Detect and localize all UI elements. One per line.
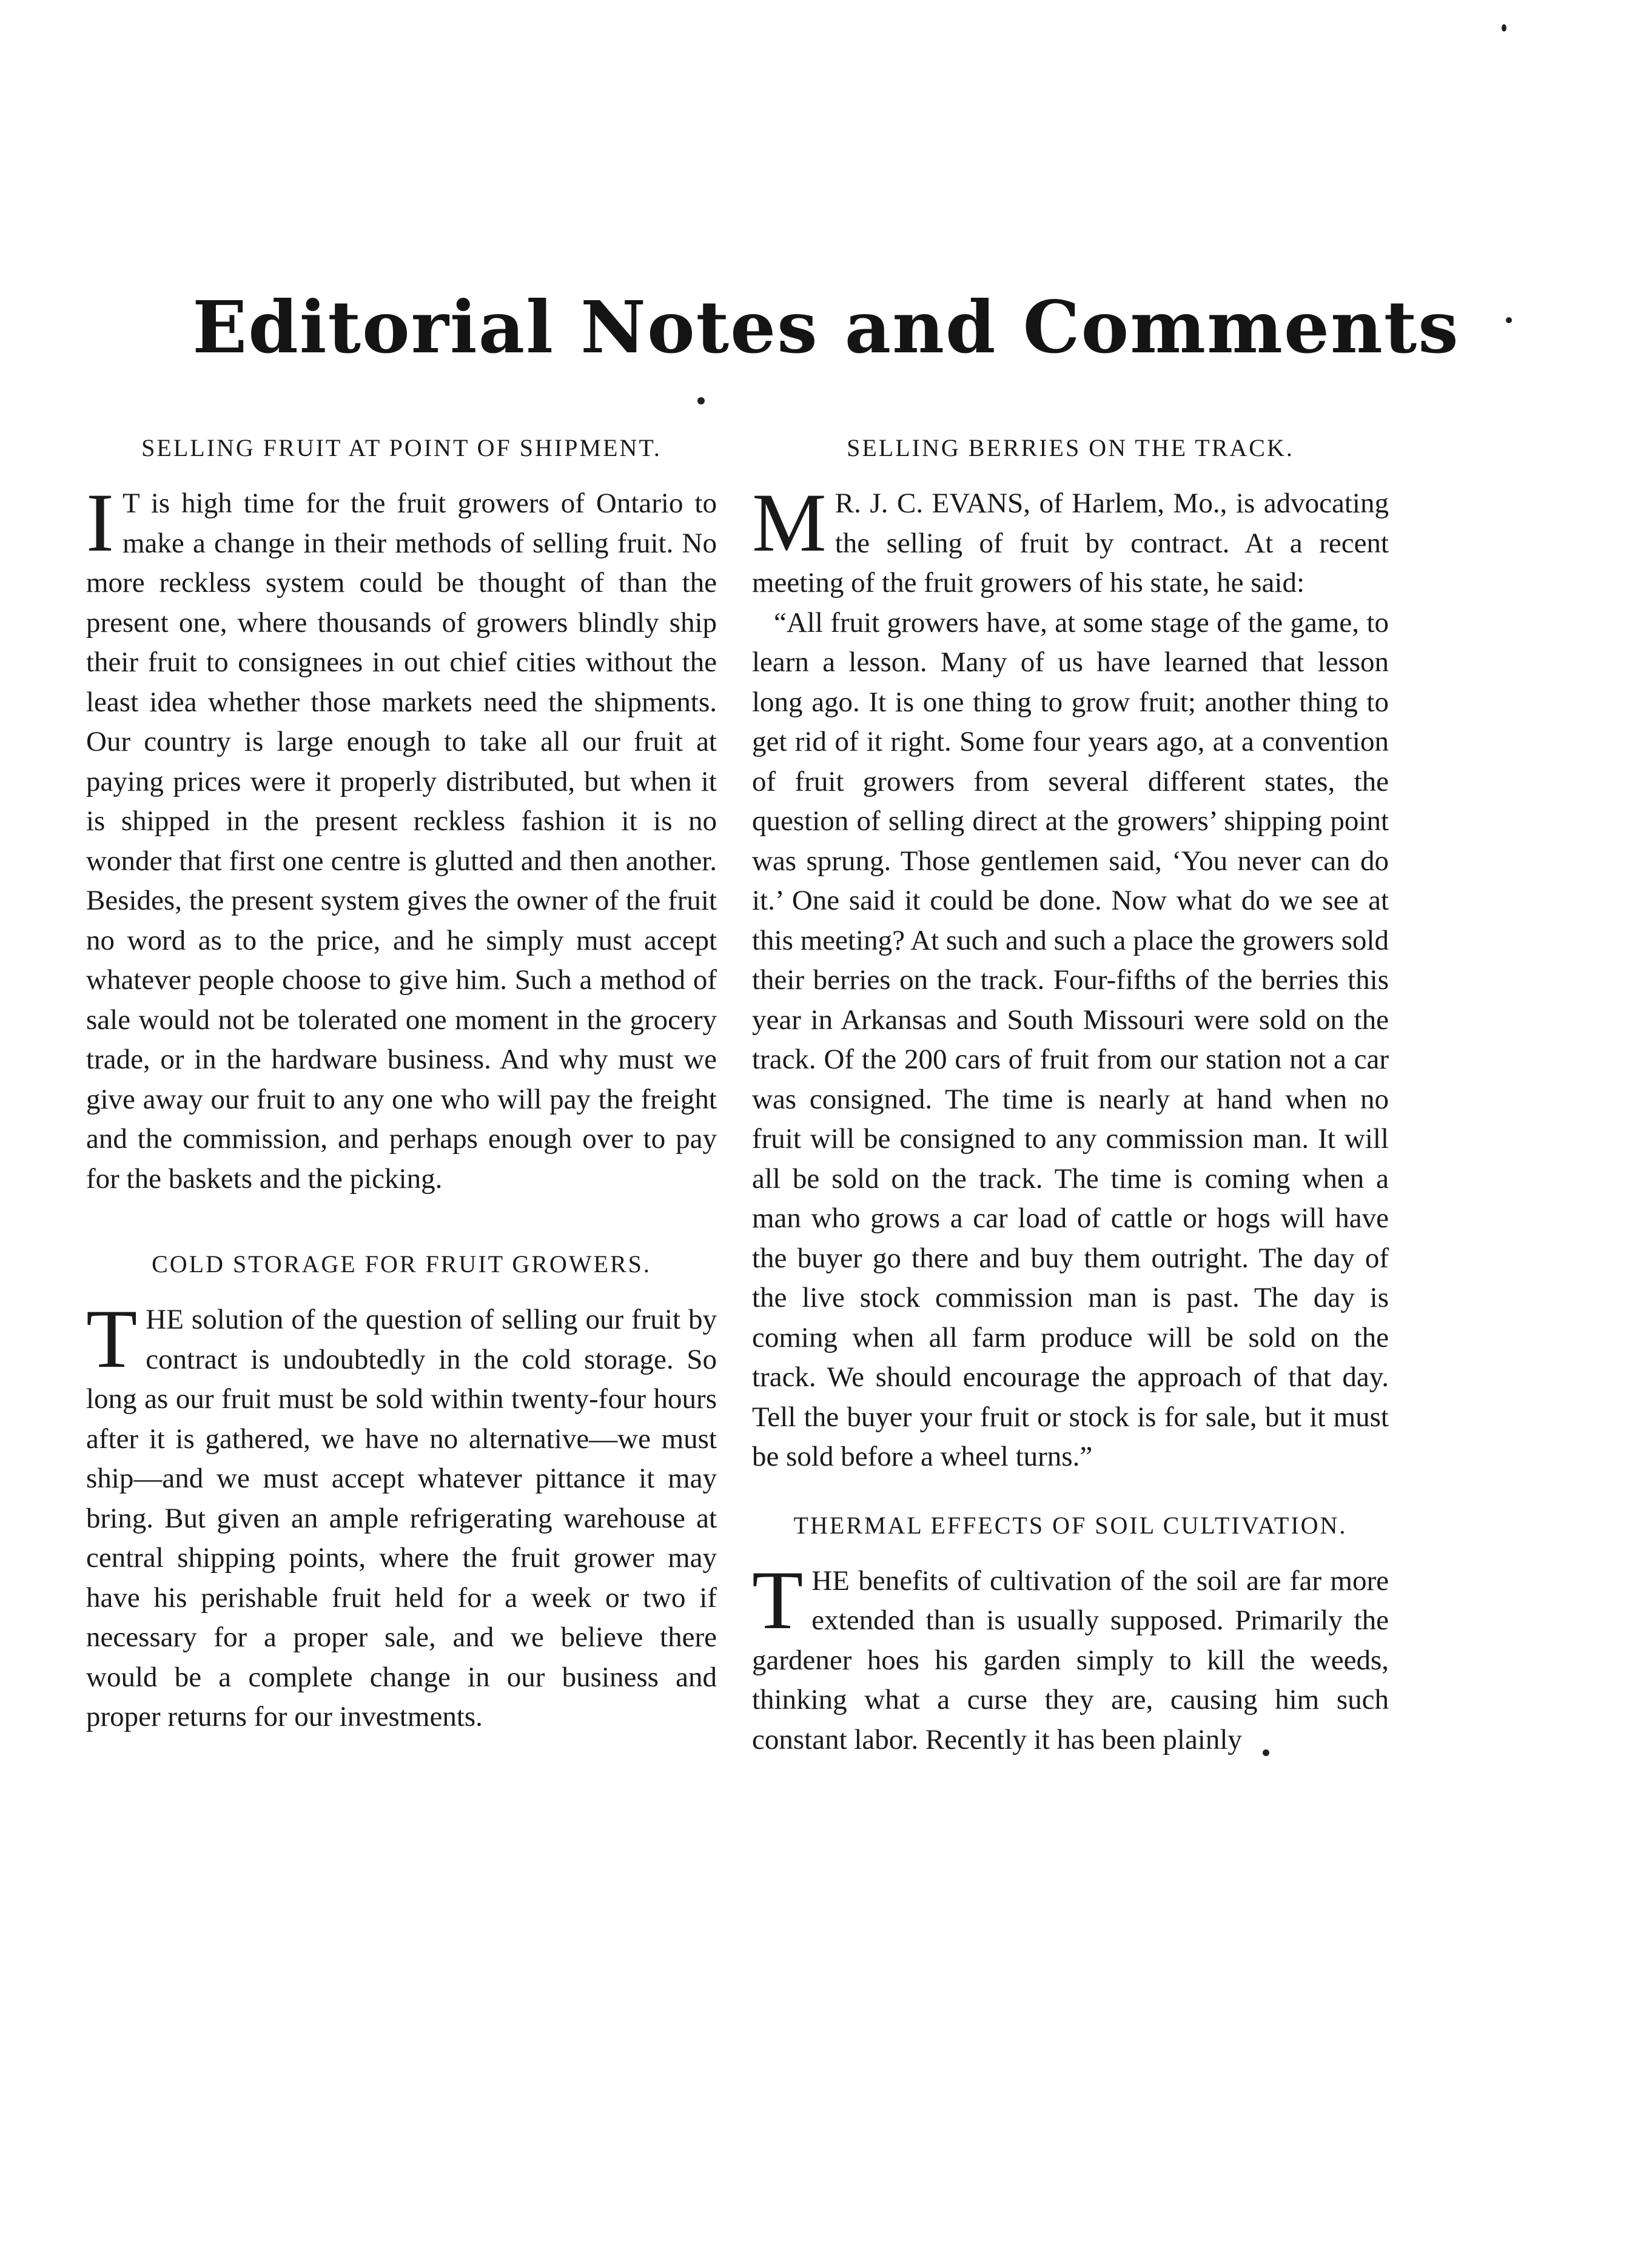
scan-speck	[697, 397, 705, 404]
article-heading: THERMAL EFFECTS OF SOIL CULTIVATION.	[793, 1511, 1348, 1539]
right-column	[752, 434, 1389, 1811]
article-heading: COLD STORAGE FOR FRUIT GROWERS.	[152, 1250, 651, 1278]
article-text: R. J. C. EVANS, of Harlem, Mo., is advocating the selling of fruit by contract. At a recent meeting of the fruit growers of his state, he said:	[752, 488, 1389, 599]
left-column	[86, 434, 717, 1788]
article-body	[86, 1292, 717, 1737]
article-quote: “All fruit growers have, at some stage of the game, to learn a lesson. Many of us have learned that lesson long ago. It is one thing to grow fruit; another thing to get rid of it right. Some four years ago, at a convention of fruit growers from several different states, the question of selling direct at the growers’ shipping point was sprung. Those gentlemen said, ‘You never can do it.’ One said it could be done. Now what do we see at this meeting? At such and such a place the growers sold their berries on the track. Four-fifths of the berries this year in Arkansas and South Missouri were sold on the track. Of the 200 cars of fruit from our station not a car was consigned. The time is nearly at hand when no fruit will be consigned to any commission man. It will all be sold on the track. The time is coming when a man who grows a car load of cattle or hogs will have the buyer go there and buy them outright. The day of the live stock commission man is past. The day is coming when all farm produce will be sold on the track. We should encourage the approach of that day. Tell the buyer your fruit or stock is for sale, but it must be sold before a wheel turns.”	[752, 606, 1389, 1472]
article-text: HE solution of the question of selling our fruit by contract is undoubtedly in the cold storage. So long as our fruit must be sold within twenty-four hours after it is gathered, we have no alternative—we must ship—and we must accept whatever pittance it may bring. But given an ample refrigerating warehouse at central shipping points, where the fruit grower may have his perishable fruit held for a week or two if necessary for a proper sale, and we believe there would be a complete change in our business and proper returns for our investments.	[86, 1304, 717, 1732]
scan-speck	[1502, 24, 1506, 32]
article-text: T is high time for the fruit growers of Ontario to make a change in their methods of selling fruit. No more reckless system could be thought of than the present one, where thousands of growers blindly ship their fruit to consignees in out chief cities without the least idea whether those markets need the shipments. Our country is large enough to take all our fruit at paying prices were it properly distributed, but when it is shipped in the present reckless fashion it is no wonder that first one centre is glutted and then another. Besides, the present system gives the owner of the fruit no word as to the price, and he simply must accept whatever people choose to give him. Such a method of sale would not be tolerated one moment in the grocery trade, or in the hardware business. And why must we give away our fruit to any one who will pay the freight and the commission, and perhaps enough over to pay for the baskets and the picking.	[86, 488, 717, 1195]
drop-cap: I	[86, 476, 114, 569]
article-heading: SELLING BERRIES ON THE TRACK.	[847, 434, 1294, 461]
article-body	[752, 1553, 1389, 1760]
drop-cap: M	[752, 476, 827, 569]
article-body	[752, 476, 1389, 603]
article-body	[86, 476, 717, 1199]
article-text: HE benefits of cultivation of the soil are far more extended than is usually supposed. Primarily the gardener hoes his garden simply to kill the weeds, thinking what a curse they are, causing him such constant labor. Recently it has been plainly	[752, 1564, 1389, 1755]
article	[86, 1250, 717, 1737]
scan-speck	[1506, 317, 1512, 323]
article	[752, 1511, 1389, 1760]
article	[86, 434, 717, 1199]
drop-cap: T	[752, 1553, 804, 1646]
drop-cap: T	[86, 1292, 138, 1385]
page-title: Editorial Notes and Comments	[192, 285, 1460, 369]
article	[752, 434, 1389, 1477]
article-heading: SELLING FRUIT AT POINT OF SHIPMENT.	[141, 434, 662, 461]
